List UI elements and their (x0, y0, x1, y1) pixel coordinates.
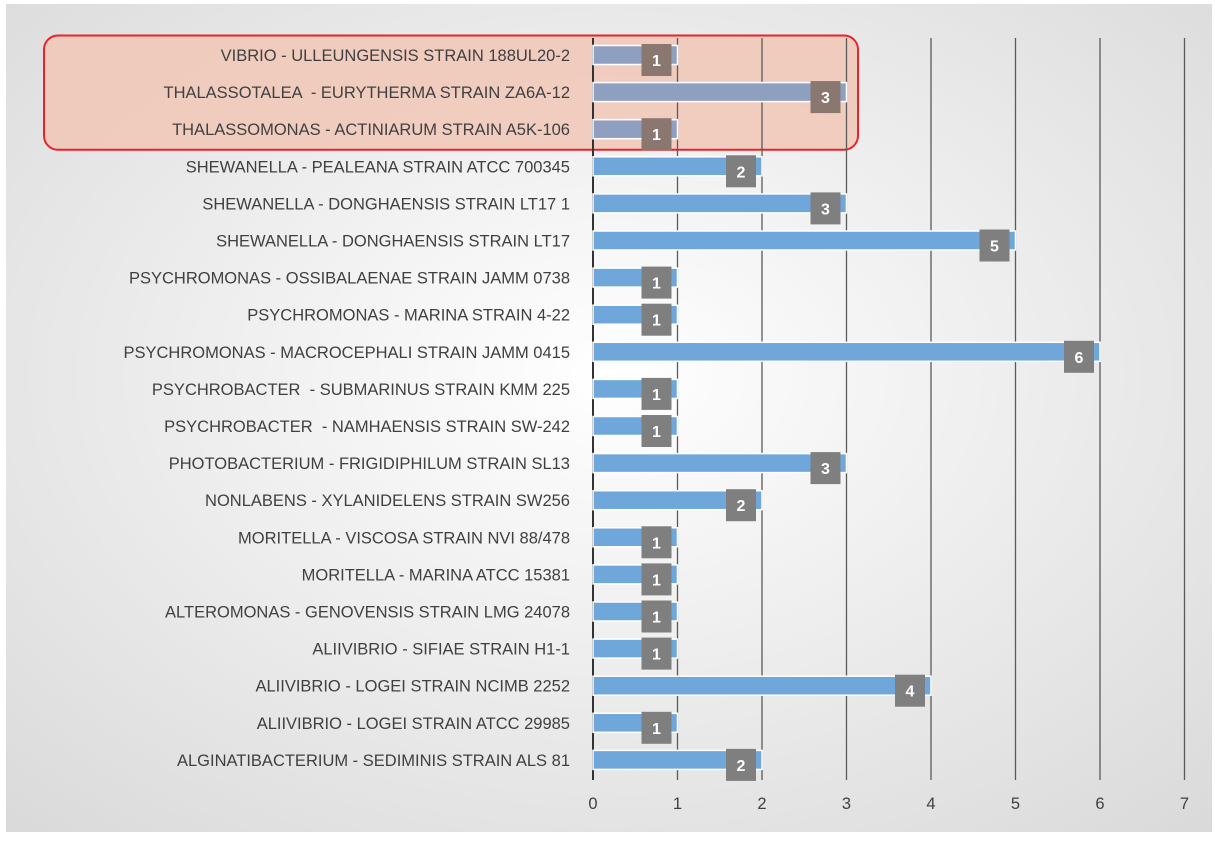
data-label: 1 (652, 312, 661, 330)
category-label: PSYCHROBACTER - NAMHAENSIS STRAIN SW-242 (164, 418, 570, 436)
data-label: 1 (652, 275, 661, 293)
category-label: PSYCHROMONAS - MARINA STRAIN 4-22 (247, 306, 570, 325)
category-label: VIBRIO - ULLEUNGENSIS STRAIN 188UL20-2 (220, 47, 570, 65)
category-label: ALIIVIBRIO - LOGEI STRAIN ATCC 29985 (256, 714, 570, 733)
x-tick-label: 6 (1095, 795, 1105, 813)
category-label: SHEWANELLA - DONGHAENSIS STRAIN LT17 1 (202, 195, 570, 214)
bar (593, 676, 931, 695)
data-label: 2 (736, 164, 746, 182)
data-label: 1 (652, 535, 661, 553)
data-label: 2 (736, 757, 746, 775)
category-label: MORITELLA - VISCOSA STRAIN NVI 88/478 (238, 529, 570, 548)
category-label: PSYCHROMONAS - MACROCEPHALI STRAIN JAMM 0415 (123, 343, 570, 362)
category-label: PSYCHROBACTER - SUBMARINUS STRAIN KMM 225 (151, 380, 570, 399)
data-label: 1 (652, 609, 661, 627)
category-label: ALIIVIBRIO - SIFIAE STRAIN H1-1 (312, 640, 570, 659)
data-label: 1 (652, 127, 661, 145)
category-label: THALASSOMONAS - ACTINIARUM STRAIN A5K-106 (172, 121, 570, 140)
category-label: ALIIVIBRIO - LOGEI STRAIN NCIMB 2252 (255, 677, 570, 696)
x-tick-label: 7 (1179, 795, 1190, 813)
category-label: ALGINATIBACTERIUM - SEDIMINIS STRAIN ALS 81 (176, 751, 570, 770)
category-label: PSYCHROMONAS - OSSIBALAENAE STRAIN JAMM 0738 (128, 269, 570, 288)
category-label: ALTEROMONAS - GENOVENSIS STRAIN LMG 24078 (165, 603, 570, 622)
category-label: THALASSOTALEA - EURYTHERMA STRAIN ZA6A-12 (163, 84, 570, 103)
data-label: 1 (652, 720, 661, 738)
data-label: 2 (736, 498, 746, 516)
data-label: 1 (652, 386, 661, 404)
category-label: NONLABENS - XYLANIDELENS STRAIN SW256 (205, 492, 570, 511)
data-label: 1 (652, 572, 661, 590)
x-tick-label: 4 (926, 795, 936, 813)
x-tick-label: 3 (841, 795, 852, 813)
bar (593, 194, 847, 213)
data-label: 6 (1074, 349, 1084, 367)
data-label: 1 (652, 53, 661, 70)
data-label: 3 (821, 461, 830, 479)
data-label: 1 (652, 646, 661, 664)
bar (593, 342, 1100, 361)
category-label: SHEWANELLA - PEALEANA STRAIN ATCC 700345 (185, 158, 570, 177)
bar (593, 231, 1016, 250)
data-label: 4 (905, 683, 915, 701)
category-label: PHOTOBACTERIUM - FRIGIDIPHILUM STRAIN SL13 (168, 455, 570, 474)
x-tick-label: 2 (757, 795, 767, 813)
x-tick-label: 0 (588, 795, 598, 813)
data-label: 1 (652, 424, 661, 441)
data-label: 3 (821, 90, 830, 108)
data-label: 3 (821, 201, 830, 219)
bar (593, 454, 847, 473)
data-label: 5 (990, 238, 999, 256)
category-label: MORITELLA - MARINA ATCC 15381 (301, 566, 570, 585)
bar (593, 83, 847, 102)
x-tick-label: 1 (672, 795, 683, 813)
x-tick-label: 5 (1010, 795, 1021, 813)
category-label: SHEWANELLA - DONGHAENSIS STRAIN LT17 (216, 232, 570, 251)
